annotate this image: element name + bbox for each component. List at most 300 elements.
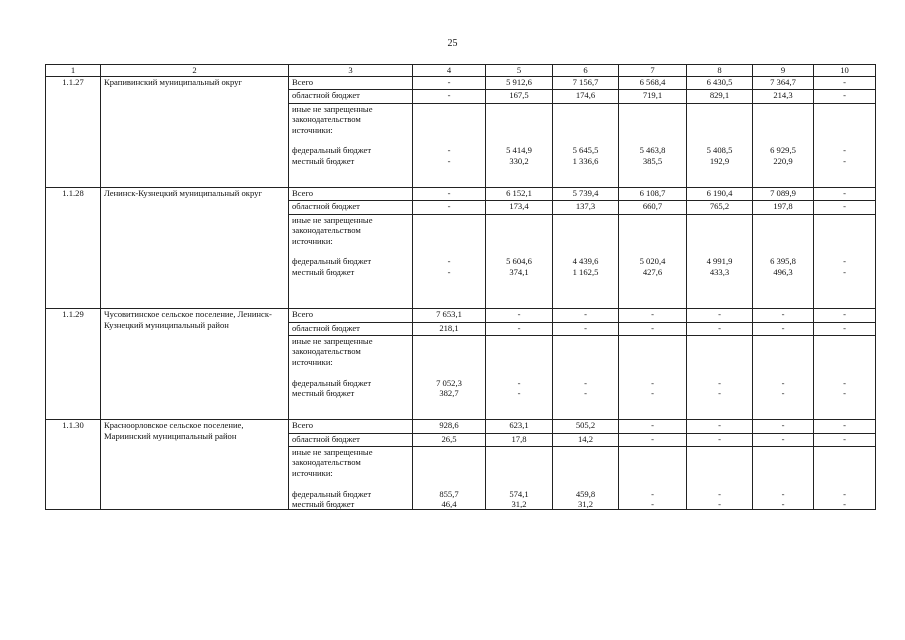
spacer (756, 468, 810, 478)
source-values-cell (814, 447, 876, 510)
source-values-cell (619, 447, 687, 510)
total-value: 6 108,7 (619, 187, 687, 200)
spacer (756, 277, 810, 287)
other-sources-line: законодательством (292, 114, 361, 125)
spacer (416, 287, 482, 297)
spacer (556, 215, 615, 225)
spacer (690, 177, 749, 187)
spacer (489, 215, 549, 225)
spacer (690, 468, 749, 478)
spacer (489, 346, 549, 356)
local-budget-value: 31,2 (577, 498, 594, 509)
federal-budget-value: 459,8 (575, 488, 596, 499)
spacer (622, 135, 683, 145)
local-budget-value: 382,7 (439, 388, 459, 399)
spacer (817, 225, 872, 235)
spacer (622, 215, 683, 225)
spacer (756, 177, 810, 187)
regional-budget-value: 765,2 (687, 201, 753, 214)
local-budget-label: местный бюджет (292, 388, 355, 399)
total-value: - (753, 309, 814, 322)
total-value: 505,2 (553, 420, 619, 433)
regional-budget-value: 719,1 (619, 90, 687, 103)
federal-budget-value: 5 020,4 (639, 256, 666, 267)
regional-budget-value: 197,8 (753, 201, 814, 214)
column-number-row (46, 65, 876, 77)
spacer (622, 104, 683, 114)
spacer (817, 336, 872, 346)
spacer (556, 114, 615, 124)
local-budget-value: - (843, 266, 846, 277)
source-values-cell (413, 214, 486, 309)
local-budget-value: 496,3 (773, 266, 793, 277)
spacer (690, 478, 749, 488)
regional-budget-value: 174,6 (553, 90, 619, 103)
spacer (556, 367, 615, 377)
spacer (756, 409, 810, 419)
spacer (817, 478, 872, 488)
federal-budget-value: 5 604,6 (506, 256, 532, 267)
spacer (489, 114, 549, 124)
federal-budget-value: - (781, 488, 785, 499)
spacer (292, 298, 409, 308)
spacer (556, 177, 615, 187)
spacer (690, 346, 749, 356)
local-budget-value: 374,1 (509, 266, 529, 277)
spacer (416, 246, 482, 256)
spacer (489, 367, 549, 377)
total-value: 623,1 (486, 420, 553, 433)
spacer (817, 357, 872, 367)
total-value: - (619, 420, 687, 433)
entity-name: Чусовитинское сельское поселение, Ленинск-Кузнецкий муниципальный район (101, 309, 289, 420)
local-budget-value: - (517, 388, 521, 399)
spacer (622, 246, 683, 256)
spacer (622, 398, 683, 408)
total-value: - (619, 309, 687, 322)
spacer (556, 246, 615, 256)
spacer (690, 447, 749, 457)
spacer (416, 225, 482, 235)
regional-budget-label: областной бюджет (289, 90, 413, 103)
spacer (690, 104, 749, 114)
spacer (489, 177, 549, 187)
source-values-cell (753, 336, 814, 420)
federal-budget-value: - (843, 145, 846, 156)
regional-budget-value: - (413, 90, 486, 103)
spacer (556, 336, 615, 346)
source-values-cell (553, 103, 619, 187)
column-number: 2 (101, 65, 289, 77)
federal-budget-value: - (718, 377, 721, 388)
spacer (489, 125, 549, 135)
total-value: 6 430,5 (687, 77, 753, 90)
source-values-cell (486, 336, 553, 420)
entity-code: 1.1.27 (46, 77, 101, 188)
spacer (489, 447, 549, 457)
regional-budget-value: - (814, 201, 876, 214)
spacer (817, 457, 872, 467)
spacer (489, 409, 549, 419)
spacer (756, 457, 810, 467)
spacer (622, 478, 683, 488)
regional-budget-value: - (687, 322, 753, 335)
spacer (556, 447, 615, 457)
federal-budget-value: - (447, 145, 451, 156)
spacer (416, 114, 482, 124)
federal-budget-value: - (718, 488, 721, 499)
spacer (756, 215, 810, 225)
source-values-cell (413, 447, 486, 510)
column-number: 10 (814, 65, 876, 77)
total-value: 6 152,1 (486, 187, 553, 200)
other-sources-line: источники: (292, 356, 333, 367)
spacer (817, 215, 872, 225)
spacer (556, 398, 615, 408)
spacer (489, 468, 549, 478)
spacer (489, 246, 549, 256)
spacer (416, 478, 482, 488)
column-number: 9 (753, 65, 814, 77)
total-value: - (814, 420, 876, 433)
source-values-cell (413, 336, 486, 420)
total-value: - (486, 309, 553, 322)
federal-budget-value: - (843, 488, 846, 499)
entity-name: Крапивинский муниципальный округ (101, 77, 289, 188)
total-value: 5 739,4 (553, 187, 619, 200)
total-value: - (814, 77, 876, 90)
federal-budget-value: 4 991,9 (706, 256, 733, 267)
spacer (690, 287, 749, 297)
regional-budget-value: - (814, 90, 876, 103)
column-number: 4 (413, 65, 486, 77)
spacer (756, 357, 810, 367)
spacer (817, 447, 872, 457)
spacer (489, 298, 549, 308)
federal-budget-value: 7 052,3 (436, 377, 462, 388)
regional-budget-value: 17,8 (486, 433, 553, 446)
spacer (690, 336, 749, 346)
regional-budget-value: - (619, 322, 687, 335)
regional-budget-value: 137,3 (553, 201, 619, 214)
spacer (756, 225, 810, 235)
spacer (622, 277, 683, 287)
federal-budget-value: - (781, 377, 785, 388)
source-values-cell (687, 447, 753, 510)
local-budget-value: - (447, 266, 451, 277)
total-value: 7 156,7 (553, 77, 619, 90)
spacer (622, 357, 683, 367)
federal-budget-value: - (843, 377, 846, 388)
source-values-cell (413, 103, 486, 187)
federal-budget-value: - (517, 377, 521, 388)
regional-budget-value: - (619, 433, 687, 446)
spacer (416, 104, 482, 114)
spacer (416, 298, 482, 308)
total-value: 6 568,4 (619, 77, 687, 90)
budget-table (45, 64, 876, 510)
federal-budget-value: - (843, 256, 846, 267)
spacer (756, 166, 810, 176)
spacer (292, 246, 409, 256)
spacer (416, 398, 482, 408)
spacer (817, 166, 872, 176)
source-values-cell (553, 214, 619, 309)
total-value: - (413, 77, 486, 90)
federal-budget-value: 6 929,5 (770, 145, 796, 156)
spacer (622, 298, 683, 308)
spacer (556, 125, 615, 135)
spacer (817, 346, 872, 356)
spacer (622, 457, 683, 467)
federal-budget-value: - (651, 488, 654, 499)
regional-budget-value: 214,3 (753, 90, 814, 103)
spacer (690, 166, 749, 176)
spacer (556, 298, 615, 308)
local-budget-value: - (718, 498, 721, 509)
local-budget-value: 31,2 (511, 498, 527, 509)
spacer (416, 457, 482, 467)
federal-budget-label: федеральный бюджет (292, 377, 372, 388)
federal-budget-label: федеральный бюджет (292, 488, 372, 499)
entity-name: Красноорловское сельское поселение, Мариинский муниципальный район (101, 420, 289, 510)
spacer (622, 367, 683, 377)
spacer (489, 166, 549, 176)
regional-budget-label: областной бюджет (289, 201, 413, 214)
spacer (622, 166, 683, 176)
spacer (690, 298, 749, 308)
other-sources-line: источники: (292, 235, 333, 246)
other-sources-label (289, 214, 413, 309)
spacer (556, 277, 615, 287)
local-budget-value: 385,5 (642, 155, 663, 166)
local-budget-value: 46,4 (441, 498, 457, 509)
federal-budget-value: 5 645,5 (572, 145, 599, 156)
spacer (690, 225, 749, 235)
local-budget-value: 330,2 (509, 155, 529, 166)
spacer (489, 277, 549, 287)
column-number: 5 (486, 65, 553, 77)
spacer (756, 135, 810, 145)
regional-budget-value: 14,2 (553, 433, 619, 446)
local-budget-value: - (781, 388, 785, 399)
source-values-cell (486, 103, 553, 187)
spacer (690, 457, 749, 467)
other-sources-line: законодательством (292, 225, 361, 236)
source-values-cell (753, 103, 814, 187)
spacer (292, 367, 409, 377)
entity-row (46, 77, 876, 90)
spacer (416, 336, 482, 346)
spacer (416, 236, 482, 246)
spacer (622, 346, 683, 356)
federal-budget-value: - (651, 377, 654, 388)
spacer (817, 298, 872, 308)
entity-name: Ленинск-Кузнецкий муниципальный округ (101, 187, 289, 308)
spacer (416, 135, 482, 145)
source-values-cell (753, 447, 814, 510)
spacer (756, 478, 810, 488)
regional-budget-value: 660,7 (619, 201, 687, 214)
regional-budget-value: - (413, 201, 486, 214)
spacer (756, 246, 810, 256)
local-budget-value: 1 162,5 (572, 266, 599, 277)
spacer (489, 104, 549, 114)
spacer (817, 114, 872, 124)
entity-row (46, 420, 876, 433)
local-budget-value: - (651, 498, 654, 509)
spacer (756, 346, 810, 356)
other-sources-line: законодательством (292, 457, 361, 468)
spacer (817, 367, 872, 377)
spacer (756, 298, 810, 308)
entity-row (46, 187, 876, 200)
spacer (489, 457, 549, 467)
federal-budget-value: 5 408,5 (706, 145, 733, 156)
spacer (817, 398, 872, 408)
spacer (292, 177, 409, 187)
spacer (756, 367, 810, 377)
regional-budget-value: 173,4 (486, 201, 553, 214)
total-value: - (553, 309, 619, 322)
source-values-cell (619, 336, 687, 420)
source-values-cell (553, 447, 619, 510)
source-values-cell (687, 336, 753, 420)
spacer (489, 357, 549, 367)
spacer (489, 135, 549, 145)
spacer (489, 336, 549, 346)
spacer (489, 225, 549, 235)
spacer (756, 114, 810, 124)
column-number: 8 (687, 65, 753, 77)
spacer (690, 409, 749, 419)
spacer (489, 398, 549, 408)
spacer (416, 125, 482, 135)
regional-budget-value: 167,5 (486, 90, 553, 103)
federal-budget-value: 4 439,6 (572, 256, 599, 267)
spacer (817, 409, 872, 419)
spacer (690, 398, 749, 408)
spacer (416, 447, 482, 457)
other-sources-line: источники: (292, 467, 333, 478)
other-sources-line: иные не запрещенные (292, 103, 373, 114)
spacer (416, 357, 482, 367)
spacer (756, 104, 810, 114)
source-values-cell (553, 336, 619, 420)
total-label: Всего (289, 187, 413, 200)
local-budget-value: 192,9 (709, 155, 730, 166)
spacer (556, 478, 615, 488)
spacer (556, 104, 615, 114)
other-sources-line: иные не запрещенные (292, 214, 373, 225)
spacer (556, 225, 615, 235)
spacer (756, 287, 810, 297)
source-values-cell (753, 214, 814, 309)
spacer (416, 215, 482, 225)
spacer (690, 277, 749, 287)
total-value: - (814, 309, 876, 322)
total-value: - (413, 187, 486, 200)
spacer (416, 277, 482, 287)
source-values-cell (687, 103, 753, 187)
federal-budget-value: 855,7 (439, 488, 459, 499)
spacer (622, 409, 683, 419)
spacer (817, 287, 872, 297)
column-number: 7 (619, 65, 687, 77)
federal-budget-value: 6 395,8 (770, 256, 796, 267)
total-value: 7 653,1 (413, 309, 486, 322)
local-budget-value: - (584, 388, 587, 399)
entity-code: 1.1.30 (46, 420, 101, 510)
source-values-cell (687, 214, 753, 309)
spacer (556, 287, 615, 297)
spacer (292, 135, 409, 145)
spacer (622, 114, 683, 124)
spacer (690, 367, 749, 377)
regional-budget-label: областной бюджет (289, 322, 413, 335)
source-values-cell (814, 336, 876, 420)
spacer (756, 336, 810, 346)
spacer (556, 357, 615, 367)
spacer (690, 135, 749, 145)
spacer (292, 398, 409, 408)
regional-budget-value: - (687, 433, 753, 446)
local-budget-value: 433,3 (709, 266, 730, 277)
spacer (556, 468, 615, 478)
regional-budget-label: областной бюджет (289, 433, 413, 446)
federal-budget-value: 5 414,9 (506, 145, 532, 156)
local-budget-value: - (843, 498, 846, 509)
spacer (556, 236, 615, 246)
regional-budget-value: - (814, 433, 876, 446)
spacer (622, 468, 683, 478)
spacer (756, 447, 810, 457)
local-budget-value: - (447, 155, 451, 166)
total-value: 5 912,6 (486, 77, 553, 90)
federal-budget-label: федеральный бюджет (292, 145, 372, 156)
total-label: Всего (289, 420, 413, 433)
local-budget-label: местный бюджет (292, 155, 355, 166)
other-sources-label (289, 336, 413, 420)
regional-budget-value: - (553, 322, 619, 335)
spacer (556, 166, 615, 176)
regional-budget-value: 26,5 (413, 433, 486, 446)
federal-budget-label: федеральный бюджет (292, 256, 372, 267)
spacer (416, 367, 482, 377)
spacer (817, 246, 872, 256)
local-budget-label: местный бюджет (292, 266, 355, 277)
local-budget-value: - (843, 155, 846, 166)
total-value: - (687, 420, 753, 433)
spacer (292, 166, 409, 176)
other-sources-line: иные не запрещенные (292, 336, 373, 347)
local-budget-value: - (843, 388, 846, 399)
spacer (489, 478, 549, 488)
spacer (622, 287, 683, 297)
local-budget-value: 1 336,6 (572, 155, 599, 166)
source-values-cell (486, 214, 553, 309)
spacer (756, 236, 810, 246)
spacer (690, 246, 749, 256)
spacer (416, 409, 482, 419)
regional-budget-value: - (814, 322, 876, 335)
total-value: - (814, 187, 876, 200)
spacer (622, 177, 683, 187)
other-sources-label (289, 447, 413, 510)
total-value: - (687, 309, 753, 322)
spacer (817, 236, 872, 246)
total-label: Всего (289, 309, 413, 322)
